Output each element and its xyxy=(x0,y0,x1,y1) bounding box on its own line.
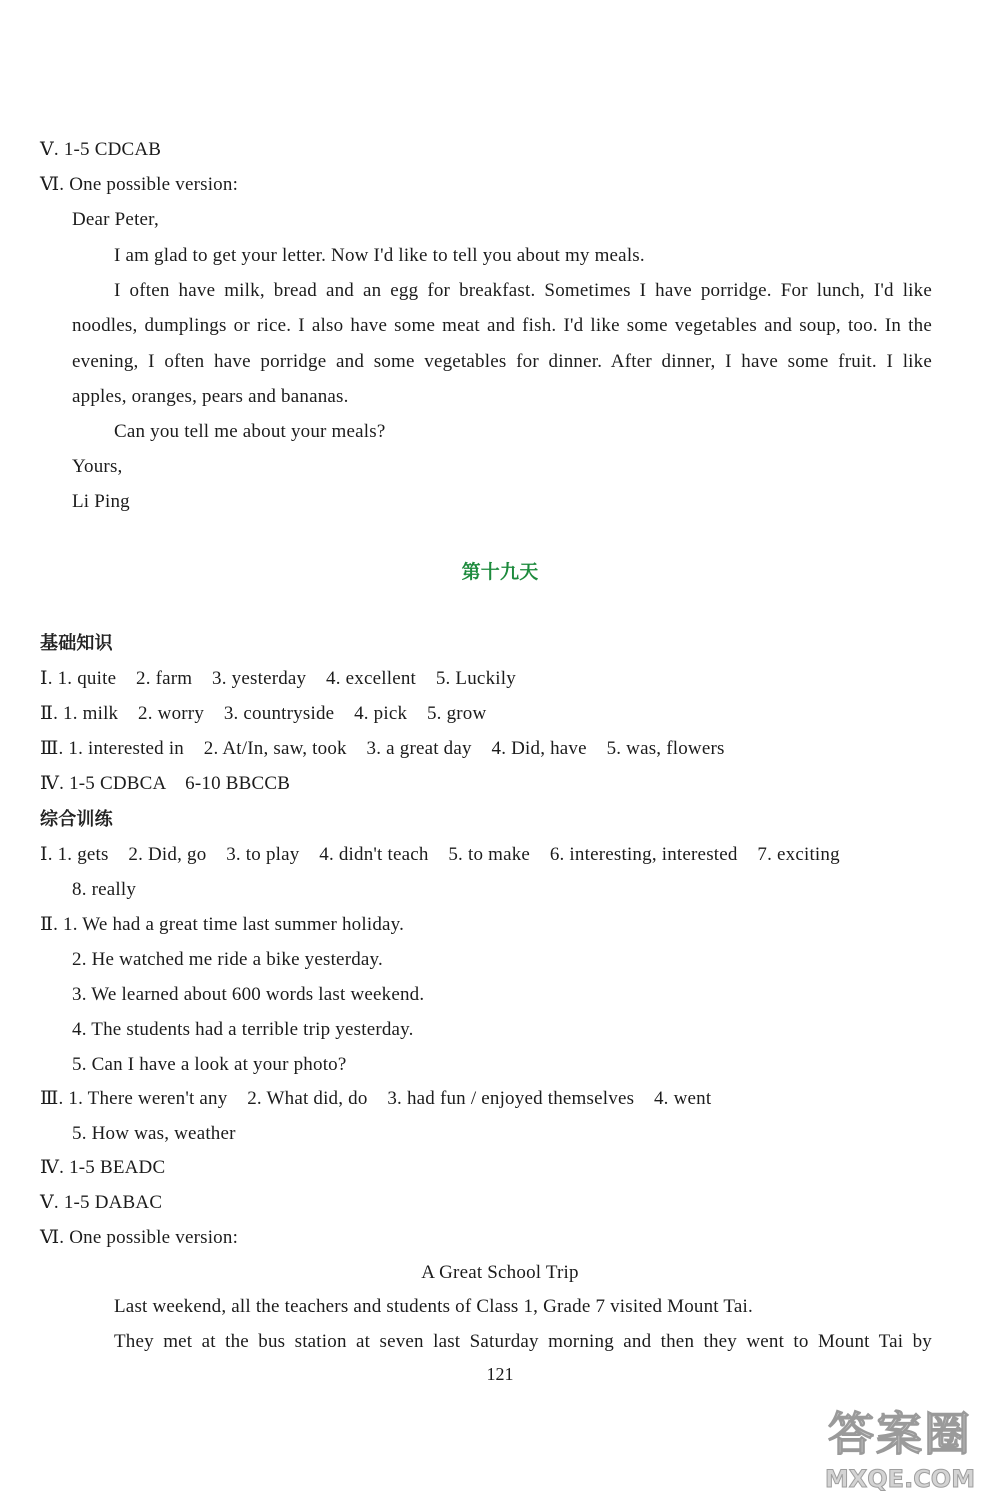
essay-title: A Great School Trip xyxy=(421,1262,579,1283)
answer-v-top: Ⅴ. 1-5 CDCAB xyxy=(40,139,162,160)
letter-paragraph-2-line-2: noodles, dumplings or rice. I also have some meat and fish. I'd like some vegetables and soup, too. In the xyxy=(72,315,932,336)
basic-knowledge-heading: 基础知识 xyxy=(40,633,113,654)
comp-answer-ii-line-1: Ⅱ. 1. We had a great time last summer holiday. xyxy=(40,914,405,935)
letter-salutation: Dear Peter, xyxy=(72,209,159,230)
letter-closing: Yours, xyxy=(72,456,123,477)
basic-answer-iii: Ⅲ. 1. interested in 2. At/In, saw, took 3. a great day 4. Did, have 5. was, flowers xyxy=(40,738,725,759)
comp-answer-vi: Ⅵ. One possible version: xyxy=(40,1227,239,1248)
answer-vi-top: Ⅵ. One possible version: xyxy=(40,174,239,195)
day-title: 第十九天 xyxy=(461,561,539,583)
comp-answer-iii-line-1: Ⅲ. 1. There weren't any 2. What did, do 3. had fun / enjoyed themselves 4. went xyxy=(40,1088,712,1109)
comp-answer-iv: Ⅳ. 1-5 BEADC xyxy=(40,1157,166,1178)
basic-answer-ii: Ⅱ. 1. milk 2. worry 3. countryside 4. pick 5. grow xyxy=(40,703,487,724)
basic-answer-iv: Ⅳ. 1-5 CDBCA 6-10 BBCCB xyxy=(40,773,291,794)
essay-line-2: They met at the bus station at seven last Saturday morning and then they went to Mount Tai by xyxy=(114,1331,932,1352)
watermark-logo xyxy=(820,1402,980,1497)
comp-answer-ii-line-4: 4. The students had a terrible trip yesterday. xyxy=(72,1019,414,1040)
comprehensive-training-heading: 综合训练 xyxy=(40,809,113,830)
comp-answer-i-line-1: Ⅰ. 1. gets 2. Did, go 3. to play 4. didn't teach 5. to make 6. interesting, interested 7. exciting xyxy=(40,844,840,865)
comp-answer-ii-line-3: 3. We learned about 600 words last weekend. xyxy=(72,984,425,1005)
comp-answer-iii-line-2: 5. How was, weather xyxy=(72,1123,236,1144)
watermark-site-text: MXQE.COM xyxy=(824,1465,976,1493)
page-number: 121 xyxy=(486,1364,514,1384)
comp-answer-i-line-2: 8. really xyxy=(72,879,137,900)
letter-paragraph-2-line-3: evening, I often have porridge and some vegetables for dinner. After dinner, I have some fruit. I like xyxy=(72,351,932,372)
watermark-main-text: 答案圈 xyxy=(828,1407,972,1461)
letter-paragraph-2-line-1: I often have milk, bread and an egg for breakfast. Sometimes I have porridge. For lunch, I'd like xyxy=(114,280,932,301)
letter-signature: Li Ping xyxy=(72,491,130,512)
letter-paragraph-2-line-4: apples, oranges, pears and bananas. xyxy=(72,386,349,407)
letter-paragraph-1: I am glad to get your letter. Now I'd like to tell you about my meals. xyxy=(114,245,645,266)
essay-line-1: Last weekend, all the teachers and students of Class 1, Grade 7 visited Mount Tai. xyxy=(114,1296,753,1317)
comp-answer-v: Ⅴ. 1-5 DABAC xyxy=(40,1192,163,1213)
basic-answer-i: Ⅰ. 1. quite 2. farm 3. yesterday 4. excellent 5. Luckily xyxy=(40,668,516,689)
comp-answer-ii-line-2: 2. He watched me ride a bike yesterday. xyxy=(72,949,383,970)
letter-paragraph-3: Can you tell me about your meals? xyxy=(114,421,386,442)
comp-answer-ii-line-5: 5. Can I have a look at your photo? xyxy=(72,1054,347,1075)
